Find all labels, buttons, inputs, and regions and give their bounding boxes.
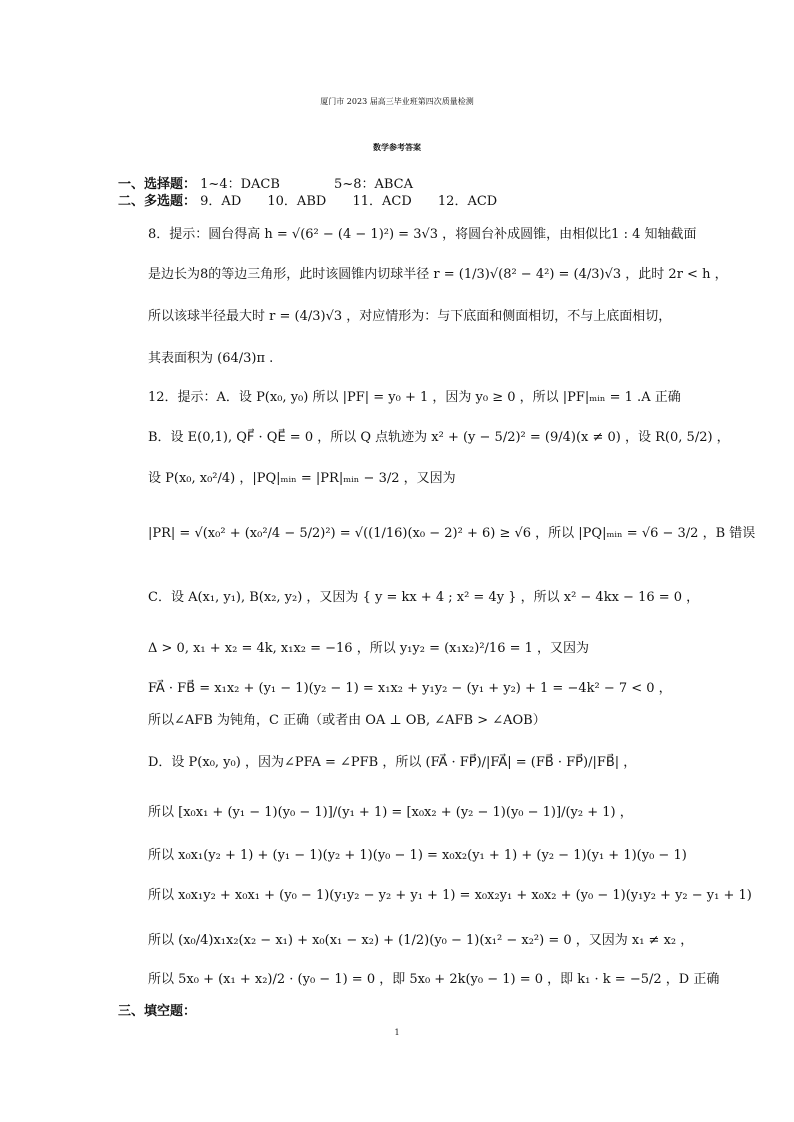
answer-row-multi-select [118, 195, 497, 209]
page-number: 1 [394, 1028, 400, 1037]
hint-line: 所以 x₀x₁(y₂ + 1) + (y₁ − 1)(y₂ + 1)(y₀ − 1) = x₀x₂(y₁ + 1) + (y₂ − 1)(y₁ + 1)(y₀ − 1) [148, 848, 687, 863]
hint-line: Δ > 0, x₁ + x₂ = 4k, x₁x₂ = −16 ，所以 y₁y₂ = (x₁x₂)²/16 = 1 ，又因为 [148, 641, 590, 656]
answer-row-multiple-choice [118, 178, 413, 192]
section-label: 一、选择题： [118, 177, 197, 192]
hint-line: 是边长为8的等边三角形，此时该圆锥内切球半径 r = (1/3)√(8² − 4²) = (4/3)√3 ，此时 2r < h ， [148, 267, 728, 282]
hint-line: 设 P(x₀, x₀²/4) ，|PQ|ₘᵢₙ = |PR|ₘᵢₙ − 3/2 ，又因为 [148, 471, 456, 486]
hint-line: 所以∠AFB 为钝角，C 正确（或者由 OA ⊥ OB, ∠AFB > ∠AOB） [148, 713, 546, 728]
answer-item: 5~8：ABCA [334, 177, 413, 192]
hint-line: C．设 A(x₁, y₁), B(x₂, y₂) ，又因为 { y = kx + 4 ; x² = 4y } ，所以 x² − 4kx − 16 = 0 ， [148, 590, 700, 605]
page-subtitle: 数学参考答案 [373, 142, 421, 152]
hint-line: 所以 x₀x₁y₂ + x₀x₁ + (y₀ − 1)(y₁y₂ − y₂ + y₁ + 1) = x₀x₂y₁ + x₀x₂ + (y₀ − 1)(y₁y₂ + y₂ − y₁ + 1) [148, 888, 752, 903]
section-label-fill-in: 三、填空题： [118, 1004, 197, 1019]
hint-line: B．设 E(0,1), QF⃗ · QE⃗ = 0 ，所以 Q 点轨迹为 x² + (y − 5/2)² = (9/4)(x ≠ 0) ，设 R(0, 5/2) ， [148, 430, 730, 445]
hint-line: D．设 P(x₀, y₀) ，因为∠PFA = ∠PFB ，所以 (FA⃗ · FP⃗)/|FA⃗| = (FB⃗ · FP⃗)/|FB⃗| ， [148, 755, 637, 770]
hint-line: 8．提示：圆台得高 h = √(6² − (4 − 1)²) = 3√3 ，将圆台补成圆锥，由相似比1 : 4 知轴截面 [148, 227, 697, 242]
hint-line: 所以 5x₀ + (x₁ + x₂)/2 · (y₀ − 1) = 0 ，即 5x₀ + 2k(y₀ − 1) = 0 ，即 k₁ · k = −5/2 ，D 正确 [148, 972, 720, 987]
hint-line: 所以 [x₀x₁ + (y₁ − 1)(y₀ − 1)]/(y₁ + 1) = [x₀x₂ + (y₂ − 1)(y₀ − 1)]/(y₂ + 1) ， [148, 805, 633, 820]
page-title: 厦门市 2023 届高三毕业班第四次质量检测 [320, 97, 474, 106]
hint-line: 所以该球半径最大时 r = (4/3)√3 ，对应情形为：与下底面和侧面相切，不与上底面相切， [148, 309, 672, 324]
hint-line: FA⃗ · FB⃗ = x₁x₂ + (y₁ − 1)(y₂ − 1) = x₁x₂ + y₁y₂ − (y₁ + y₂) + 1 = −4k² − 7 < 0 ， [148, 681, 672, 696]
hint-line: 所以 (x₀/4)x₁x₂(x₂ − x₁) + x₀(x₁ − x₂) + (1/2)(y₀ − 1)(x₁² − x₂²) = 0 ，又因为 x₁ ≠ x₂ ， [148, 933, 694, 948]
answer-item: 1~4：DACB [200, 177, 280, 192]
answer-item: 11．ACD [352, 194, 412, 209]
hint-line: |PR| = √(x₀² + (x₀²/4 − 5/2)²) = √((1/16)(x₀ − 2)² + 6) ≥ √6 ，所以 |PQ|ₘᵢₙ = √6 − 3/2 ，B 错误 [148, 526, 756, 541]
answer-item: 10．ABD [267, 194, 327, 209]
section-label: 二、多选题： [118, 194, 197, 209]
answer-item: 9．AD [200, 194, 242, 209]
hint-line: 12．提示：A．设 P(x₀, y₀) 所以 |PF| = y₀ + 1 ，因为 y₀ ≥ 0 ，所以 |PF|ₘᵢₙ = 1 .A 正确 [148, 390, 681, 405]
hint-line: 其表面积为 (64/3)π . [148, 351, 274, 366]
answer-item: 12．ACD [437, 194, 498, 209]
